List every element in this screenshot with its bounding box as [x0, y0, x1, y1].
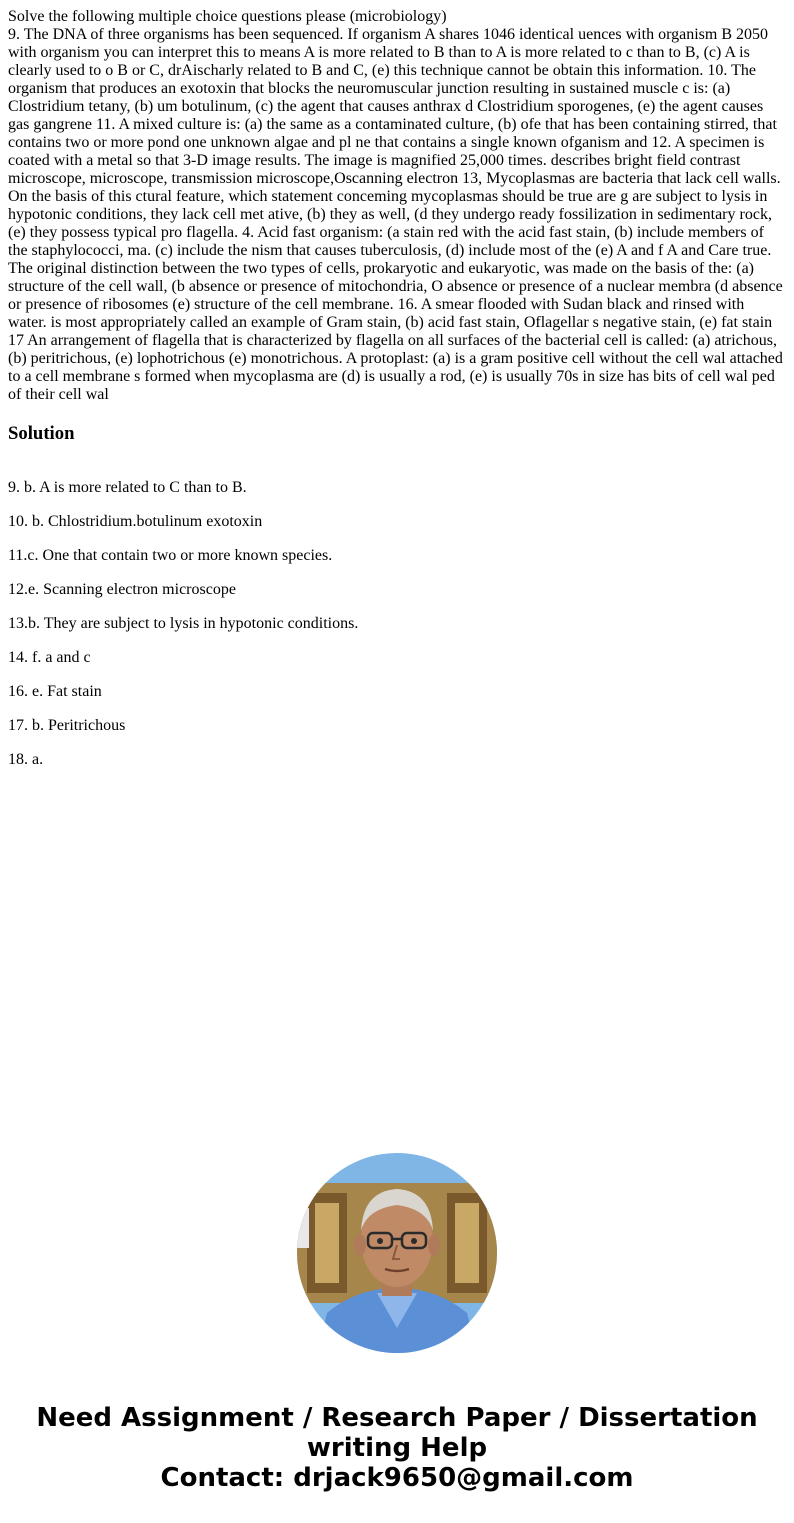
answer-item: 17. b. Peritrichous [8, 717, 126, 734]
answer-item: 16. e. Fat stain [8, 683, 102, 700]
question-title: Solve the following multiple choice questions please (microbiology) [8, 8, 447, 25]
answer-item: 9. b. A is more related to C than to B. [8, 479, 247, 496]
promo-contact: Contact: drjack9650@gmail.com [160, 1463, 634, 1493]
promo-banner [0, 1403, 794, 1493]
answer-item: 18. a. [8, 751, 44, 768]
answer-item: 12.e. Scanning electron microscope [8, 581, 236, 598]
tutor-portrait-image [297, 1153, 497, 1353]
answer-item: 11.c. One that contain two or more known species. [8, 547, 333, 564]
answer-item: 10. b. Chlostridium.botulinum exotoxin [8, 513, 263, 530]
tutor-avatar [297, 1153, 497, 1353]
answer-list [8, 463, 786, 785]
question-body: 9. The DNA of three organisms has been sequenced. If organism A shares 1046 identical uences with organism B 2050 with organism you can interpret this to means A is more related to B than to A is more related to c than to B, (c) A is clearly used to o B or C, drAischarly related to B and C, (e) this technique cannot be obtain this information. 10. The organism that produces an exotoxin that blocks the neuromuscular junction resulting in sustained muscle c is: (a) Clostridium tetany, (b) um botulinum, (c) the agent that causes anthrax d Clostridium sporogenes, (e) the agent causes gas gangrene 11. A mixed culture is: (a) the same as a contaminated culture, (b) ofe that has been containing stirred, that contains two or more pond one unknown algae and pl ne that contains a single known ofganism and 12. A specimen is coated with a metal so that 3-D image results. The image is magnified 25,000 times. describes bright field contrast microscope, microscope, transmission microscope,Oscanning electron 13, Mycoplasmas are bacteria that lack cell walls. On the basis of this ctural feature, which statement conceming mycoplasmas should be true are g are subject to lysis in hypotonic conditions, they lack cell met ative, (b) they as well, (d they undergo ready fossilization in sedimentary rock, (e) they possess typical pro flagella. 4. Acid fast organism: (a stain red with the acid fast stain, (b) include members of the staphylococci, ma. (c) include the nism that causes tuberculosis, (d) include most of the (e) A and f A and Care true. The original distinction between the two types of cells, prokaryotic and eukaryotic, was made on the basis of the: (a) structure of the cell wall, (b absence or presence of mitochondria, O absence or presence of a nuclear membra (d absence or presence of ribosomes (e) structure of the cell membrane. 16. A smear flooded with Sudan black and rinsed with water. is most appropriately called an example of Gram stain, (b) acid fast stain, Oflagellar s negative stain, (e) fat stain 17 An arrangement of flagella that is characterized by flagella on all surfaces of the bacterial cell is called: (a) atrichous, (b) peritrichous, (e) lophotrichous (e) monotrichous. A protoplast: (a) is a gram positive cell without the cell wal attached to a cell membrane s formed when mycoplasma are (d) is usually a rod, (e) is usually 70s in size has bits of cell wal ped of their cell wal [8, 26, 783, 403]
promo-line-1: Need Assignment / Research Paper / Dissertation [36, 1403, 758, 1433]
question-text [8, 8, 786, 404]
answer-item: 13.b. They are subject to lysis in hypotonic conditions. [8, 615, 359, 632]
promo-line-2: writing Help [306, 1433, 488, 1463]
solution-heading: Solution [8, 423, 75, 444]
answer-item: 14. f. a and c [8, 649, 91, 666]
